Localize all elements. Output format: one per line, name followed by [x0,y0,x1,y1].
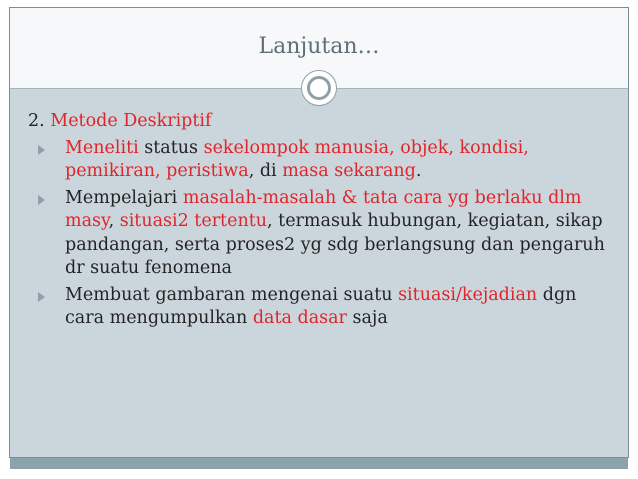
body-text: saja [346,308,388,328]
footer-band [10,457,628,469]
highlighted-text: Meneliti [65,137,139,158]
highlighted-text: masa sekarang [282,161,416,181]
bullet-text [65,138,529,182]
circle-ornament-icon [301,70,337,106]
highlighted-text: situasi/kejadian [398,284,538,305]
bullet-text [65,188,605,279]
body-text: status [138,137,204,158]
body-text: , termasuk hubungan, kegiatan, sikap pandangan, serta proses2 yg sdg berlangsung dan pengaruh dr suatu fenomena [65,211,605,278]
highlighted-text: situasi2 tertentu [119,211,268,231]
highlighted-text: sekelompok manusia, objek, kondisi, pemikiran, peristiwa [65,137,529,181]
bullet-arrow-icon [38,292,45,302]
bullet-item [28,137,618,184]
section-heading-text: Metode Deskriptif [50,111,212,131]
bullet-item [28,187,618,281]
bullet-text [65,285,576,329]
body-text: , [108,211,120,231]
bullet-arrow-icon [38,195,45,205]
section-number: 2. [28,111,45,131]
slide-content [28,110,618,334]
body-text: Mempelajari [65,187,183,208]
slide-title: Lanjutan… [258,34,380,59]
circle-ornament-ring [307,76,331,100]
body-text: dgn cara mengumpulkan [65,284,577,328]
body-text: , di [248,161,283,181]
body-text: Membuat gambaran mengenai suatu [65,284,399,305]
highlighted-text: data dasar [252,308,347,328]
highlighted-text: masalah-masalah & tata cara yg berlaku dlm masy [65,187,582,231]
bullet-item [28,284,618,331]
bullet-arrow-icon [38,145,45,155]
section-heading [28,110,618,134]
body-text: . [415,161,422,181]
